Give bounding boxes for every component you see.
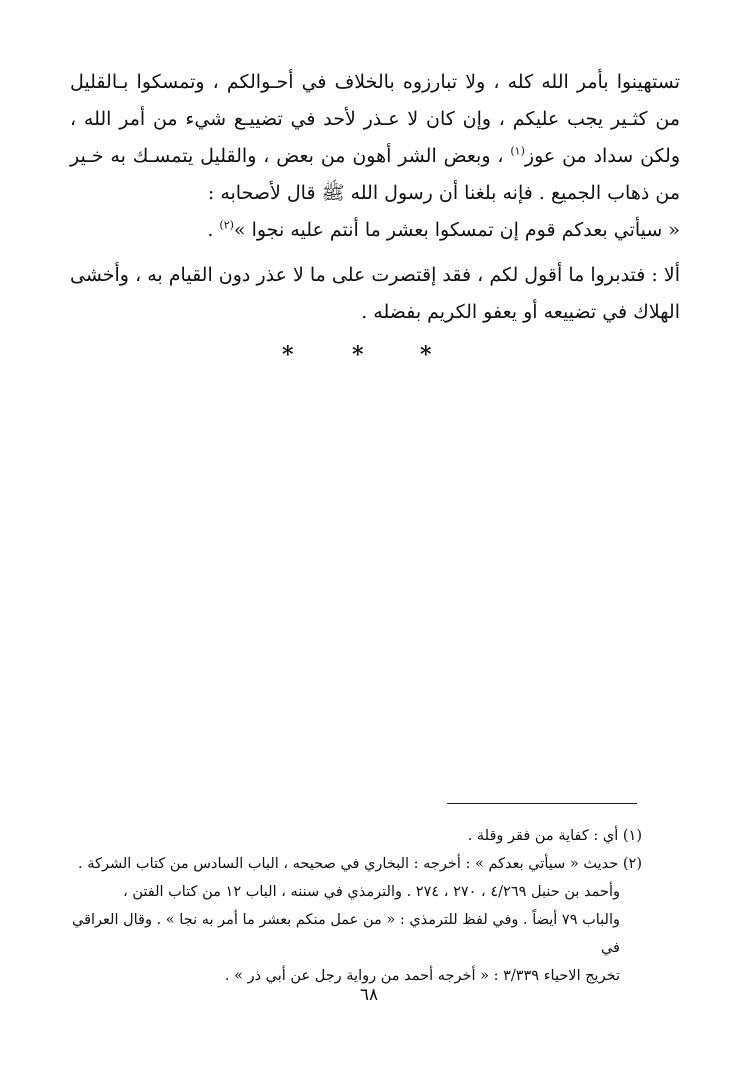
paragraph-line: وأخشى الهلاك في تضييعه أو يعفو الكريم بفضله . xyxy=(70,264,680,323)
footnote-reference-2[interactable]: (٢) xyxy=(219,218,234,232)
asterisk: * xyxy=(282,342,294,368)
footnote-reference-1[interactable]: (١) xyxy=(510,144,525,158)
footnote-2-continued: تخريج الاحياء ٣/٣٣٩ : « أخرجه أحمد من رواية رجل عن أبي ذر » . xyxy=(224,968,620,984)
paragraph-line: تستهينوا بأمر الله كله ، ولا تبارزوه بالخلاف في أحـوالكم ، وتمسكوا بـالقليل من xyxy=(70,71,680,130)
section-separator xyxy=(0,340,738,370)
footnote-2-continued: والباب ٧٩ أيضاً . وفي لفظ للترمذي : « من عمل منكم بعشر ما أمر به نجا » . وقال العراقي في xyxy=(72,912,620,956)
paragraph-line: سداد من عوز xyxy=(524,145,634,167)
hadith-text: « سيأتي بعدكم قوم إن تمسكوا بعشر ما أنتم عليه نجوا » xyxy=(233,219,680,241)
footnote-divider xyxy=(447,803,637,804)
asterisk: * xyxy=(352,342,364,368)
paragraph-line: ذهاب الجميع . فإنه بلغنا أن رسول الله ﷺ قال لأصحابه : xyxy=(207,182,650,204)
footnote-1: (١) أي : كفاية من فقر وقلة . xyxy=(467,828,642,844)
paragraph-line: كثـير يجب عليكم ، وإن كان لا عـذر لأحد في تضييـع شيء من أمر الله ، ولكن xyxy=(70,108,680,167)
page-number: ٦٨ xyxy=(359,985,379,1005)
main-paragraph xyxy=(70,64,680,212)
asterisk: * xyxy=(420,342,432,368)
footnote-2: (٢) حديث « سيأتي بعدكم » : أخرجه : البخاري في صحيحه ، الباب السادس من كتاب الشركة . xyxy=(78,856,642,872)
paragraph-line: ، وبعض الشر أهون من بعض ، والقليل يتمسـك به خـير من xyxy=(70,145,680,204)
paragraph-line: ألا : فتدبروا ما أقول لكم ، فقد إقتصرت على ما لا عذر دون القيام به ، xyxy=(135,264,680,286)
hadith-quote xyxy=(70,212,680,249)
footnotes xyxy=(72,822,642,990)
hadith-end: . xyxy=(207,219,220,241)
footnote-2-continued: وأحمد بن حنبل ٤/٢٦٩ ، ٢٧٠ ، ٢٧٤ . والترمذي في سننه ، الباب ١٢ من كتاب الفتن ، xyxy=(123,884,620,900)
closing-paragraph xyxy=(70,257,680,331)
